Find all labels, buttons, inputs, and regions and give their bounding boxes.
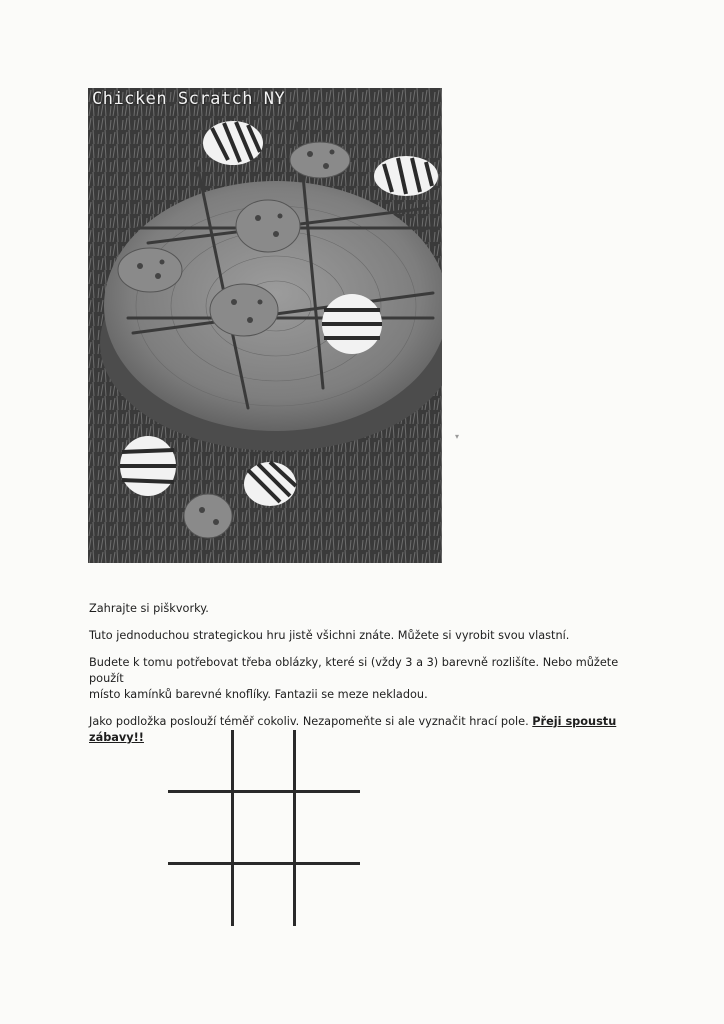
grid-vertical-line-right	[293, 730, 296, 926]
scan-speck: ▾	[455, 432, 460, 441]
description-line: Tuto jednoduchou strategickou hru jistě všichni znáte. Můžete si vyrobit svou vlastní.	[89, 629, 570, 642]
tic-tac-toe-photo	[88, 88, 442, 563]
closing-wish: Přeji spoustu zábavy!!	[89, 715, 617, 744]
stump-photo-icon	[88, 88, 442, 563]
board-text: Jako podložka poslouží téměř cokoliv. Nezapomeňte si ale vyznačit hrací pole.	[89, 715, 529, 728]
materials-line-1: Budete k tomu potřebovat třeba oblázky, které si (vždy 3 a 3) barevně rozlišíte. Nebo můžete použít	[89, 656, 619, 685]
tic-tac-toe-grid	[168, 730, 360, 926]
grid-horizontal-line-bottom	[168, 862, 360, 865]
photo-watermark: Chicken Scratch NY	[92, 89, 286, 109]
grid-vertical-line-left	[231, 730, 234, 926]
intro-line: Zahrajte si piškvorky.	[89, 602, 209, 615]
grid-horizontal-line-top	[168, 790, 360, 793]
materials-line-2: místo kamínků barevné knoflíky. Fantazii se meze nekladou.	[89, 688, 428, 701]
